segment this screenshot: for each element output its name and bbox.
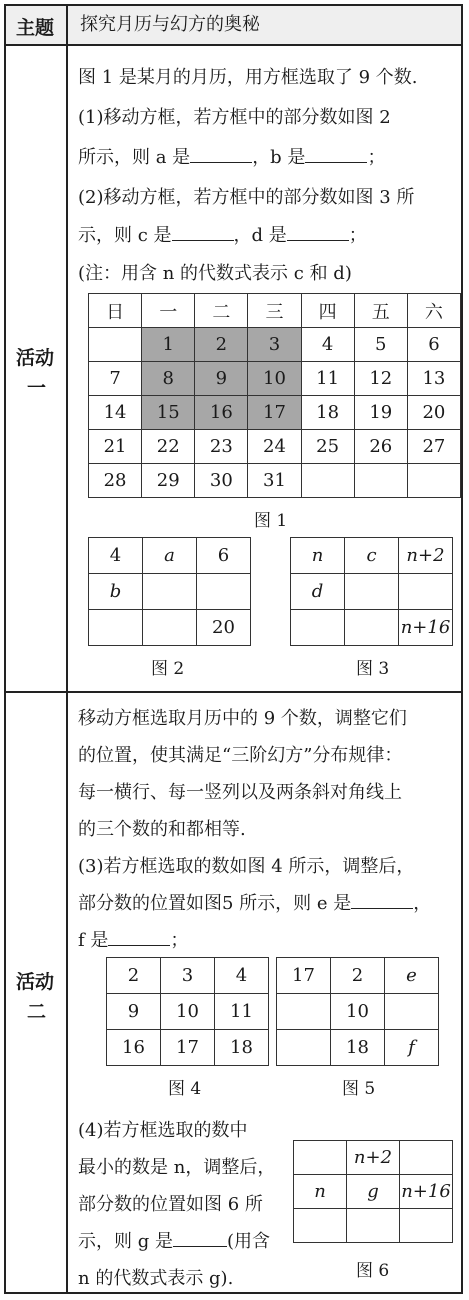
grid-cell: f <box>385 1030 439 1066</box>
grid-cell: 8 <box>142 362 195 396</box>
grid-cell: d <box>291 574 345 610</box>
grid-row <box>89 538 251 574</box>
row-divider <box>6 691 461 693</box>
grid-cell <box>197 574 251 610</box>
q3-line2: 部分数的位置如图5 所示，则 e 是 ， <box>78 888 431 920</box>
answer-blank-e[interactable] <box>351 890 413 909</box>
grid-cell: e <box>385 958 439 994</box>
topic-title: 探究月历与幻方的奥秘 <box>80 14 260 35</box>
grid-cell <box>400 1141 453 1175</box>
fig3-caption: 图 3 <box>356 659 390 679</box>
grid-row <box>89 430 461 464</box>
grid-cell: 18 <box>301 396 354 430</box>
grid-cell <box>400 1209 453 1243</box>
answer-blank-f[interactable] <box>108 927 170 946</box>
calendar-header-row <box>89 294 461 328</box>
grid-cell <box>294 1209 347 1243</box>
activity2-label: 活动 <box>16 971 55 993</box>
grid-cell: n <box>294 1175 347 1209</box>
fig5-caption: 图 5 <box>342 1079 376 1099</box>
q2-d-text: ，d 是 <box>233 225 287 246</box>
grid-cell <box>345 610 399 646</box>
activity2-line3: 每一横行、每一竖列以及两条斜对角线上 <box>78 782 402 803</box>
grid-cell <box>143 574 197 610</box>
grid-cell: 18 <box>331 1030 385 1066</box>
grid-cell: 21 <box>89 430 142 464</box>
grid-cell: 6 <box>407 328 460 362</box>
grid-cell <box>385 994 439 1030</box>
grid-cell: 27 <box>407 430 460 464</box>
grid-cell: b <box>89 574 143 610</box>
grid-row <box>89 464 461 498</box>
grid-cell: 31 <box>248 464 301 498</box>
grid-cell: 24 <box>248 430 301 464</box>
grid-cell: 17 <box>161 1030 215 1066</box>
grid-row <box>107 958 269 994</box>
activity2-line1: 移动方框选取月历中的 9 个数，调整它们 <box>78 708 407 729</box>
grid-cell: 16 <box>107 1030 161 1066</box>
grid-row <box>291 538 453 574</box>
activity2-line2: 的位置，使其满足“三阶幻方”分布规律： <box>78 745 403 766</box>
q2-line1: (2)移动方框，若方框中的部分数如图 3 所 <box>78 187 415 208</box>
column-divider <box>66 6 68 1292</box>
grid-cell: 12 <box>354 362 407 396</box>
grid-cell: 14 <box>89 396 142 430</box>
fig1-caption: 图 1 <box>254 511 288 531</box>
q4-g-text: 示，则 g 是 <box>78 1231 173 1252</box>
grid-cell: 22 <box>142 430 195 464</box>
grid-cell: 3 <box>248 328 301 362</box>
fig6-grid <box>293 1140 453 1243</box>
activity2-number: 二 <box>27 1001 47 1023</box>
grid-cell: 3 <box>161 958 215 994</box>
grid-cell: 25 <box>301 430 354 464</box>
grid-cell: 23 <box>195 430 248 464</box>
grid-cell: 4 <box>301 328 354 362</box>
grid-row <box>107 1030 269 1066</box>
grid-cell: n+16 <box>399 610 453 646</box>
grid-cell: n <box>291 538 345 574</box>
grid-row <box>294 1209 453 1243</box>
grid-cell: n+16 <box>400 1175 453 1209</box>
q4-line2: 最小的数是 n，调整后， <box>78 1157 276 1178</box>
grid-cell: 2 <box>331 958 385 994</box>
answer-blank-a[interactable] <box>190 144 252 163</box>
answer-blank-g[interactable] <box>173 1228 227 1247</box>
grid-cell: 20 <box>407 396 460 430</box>
grid-cell: 10 <box>248 362 301 396</box>
q4-line3: 部分数的位置如图 6 所 <box>78 1194 263 1215</box>
grid-cell <box>277 1030 331 1066</box>
grid-cell: 10 <box>331 994 385 1030</box>
fig6-caption: 图 6 <box>356 1261 390 1281</box>
grid-cell: 9 <box>195 362 248 396</box>
grid-cell: g <box>347 1175 400 1209</box>
fig4-grid <box>106 957 269 1066</box>
grid-row <box>277 958 439 994</box>
q4-line5: n 的代数式表示 g). <box>78 1268 234 1289</box>
grid-cell <box>345 574 399 610</box>
grid-row <box>89 610 251 646</box>
grid-row <box>294 1141 453 1175</box>
grid-row <box>89 328 461 362</box>
grid-cell: 17 <box>248 396 301 430</box>
q1-a-text: 所示，则 a 是 <box>78 147 191 168</box>
grid-cell <box>291 610 345 646</box>
grid-row <box>291 610 453 646</box>
grid-row <box>89 396 461 430</box>
grid-cell <box>143 610 197 646</box>
calendar-table <box>88 293 461 498</box>
answer-blank-d[interactable] <box>287 222 349 241</box>
grid-cell: 17 <box>277 958 331 994</box>
grid-cell: 13 <box>407 362 460 396</box>
worksheet-frame <box>4 4 463 1294</box>
grid-row <box>291 574 453 610</box>
q3-e-text: 部分数的位置如图5 所示，则 e 是 <box>78 893 352 914</box>
grid-cell: 5 <box>354 328 407 362</box>
q3-line3: f 是 ； <box>78 925 188 957</box>
grid-cell: 1 <box>142 328 195 362</box>
grid-row <box>89 574 251 610</box>
grid-cell: 2 <box>107 958 161 994</box>
grid-cell: 19 <box>354 396 407 430</box>
grid-cell: 7 <box>89 362 142 396</box>
activity1-label: 活动 <box>16 347 55 369</box>
weekday-header: 二 <box>195 294 248 328</box>
grid-cell: 26 <box>354 430 407 464</box>
weekday-header: 四 <box>301 294 354 328</box>
q4-line4: 示，则 g 是 (用含 <box>78 1226 270 1258</box>
fig2-caption: 图 2 <box>151 659 185 679</box>
grid-cell: 20 <box>197 610 251 646</box>
topic-label: 主题 <box>16 17 55 39</box>
grid-cell <box>354 464 407 498</box>
weekday-header: 一 <box>142 294 195 328</box>
grid-cell: 4 <box>89 538 143 574</box>
activity1-number: 一 <box>27 377 47 399</box>
answer-blank-c[interactable] <box>172 222 234 241</box>
grid-row <box>107 994 269 1030</box>
grid-cell: n+2 <box>347 1141 400 1175</box>
grid-cell: a <box>143 538 197 574</box>
activity2-line4: 的三个数的和都相等. <box>78 819 246 840</box>
grid-cell <box>89 328 142 362</box>
q1-line1: (1)移动方框，若方框中的部分数如图 2 <box>78 107 391 128</box>
weekday-header: 日 <box>89 294 142 328</box>
weekday-header: 三 <box>248 294 301 328</box>
grid-cell <box>347 1209 400 1243</box>
answer-blank-b[interactable] <box>305 144 367 163</box>
grid-cell <box>301 464 354 498</box>
grid-cell: 9 <box>107 994 161 1030</box>
grid-cell: 15 <box>142 396 195 430</box>
q1-b-text: ，b 是 <box>252 147 306 168</box>
grid-row <box>294 1175 453 1209</box>
grid-cell: 28 <box>89 464 142 498</box>
q3-line1: (3)若方框选取的数如图 4 所示，调整后， <box>78 856 415 877</box>
grid-row <box>277 994 439 1030</box>
q2-c-text: 示，则 c 是 <box>78 225 172 246</box>
grid-cell: 6 <box>197 538 251 574</box>
grid-cell: 2 <box>195 328 248 362</box>
fig2-grid <box>88 537 251 646</box>
grid-cell: 4 <box>215 958 269 994</box>
q2-note: (注：用含 n 的代数式表示 c 和 d) <box>78 263 352 284</box>
grid-cell <box>277 994 331 1030</box>
grid-cell: c <box>345 538 399 574</box>
grid-row <box>277 1030 439 1066</box>
grid-cell: 30 <box>195 464 248 498</box>
q2-line2: 示，则 c 是 ，d 是 ； <box>78 220 367 252</box>
grid-cell <box>407 464 460 498</box>
grid-cell <box>294 1141 347 1175</box>
grid-cell: n+2 <box>399 538 453 574</box>
q4-line1: (4)若方框选取的数中 <box>78 1120 248 1141</box>
fig4-caption: 图 4 <box>168 1079 202 1099</box>
weekday-header: 五 <box>354 294 407 328</box>
fig5-grid <box>276 957 439 1066</box>
fig3-grid <box>290 537 453 646</box>
grid-cell <box>89 610 143 646</box>
q3-f-text: f 是 <box>78 930 109 951</box>
grid-cell <box>399 574 453 610</box>
grid-cell: 10 <box>161 994 215 1030</box>
grid-cell: 16 <box>195 396 248 430</box>
grid-cell: 11 <box>215 994 269 1030</box>
q1-line2: 所示，则 a 是 ，b 是 ； <box>78 142 385 174</box>
weekday-header: 六 <box>407 294 460 328</box>
grid-row <box>89 362 461 396</box>
grid-cell: 11 <box>301 362 354 396</box>
activity1-intro: 图 1 是某月的月历，用方框选取了 9 个数. <box>78 67 418 88</box>
grid-cell: 18 <box>215 1030 269 1066</box>
grid-cell: 29 <box>142 464 195 498</box>
